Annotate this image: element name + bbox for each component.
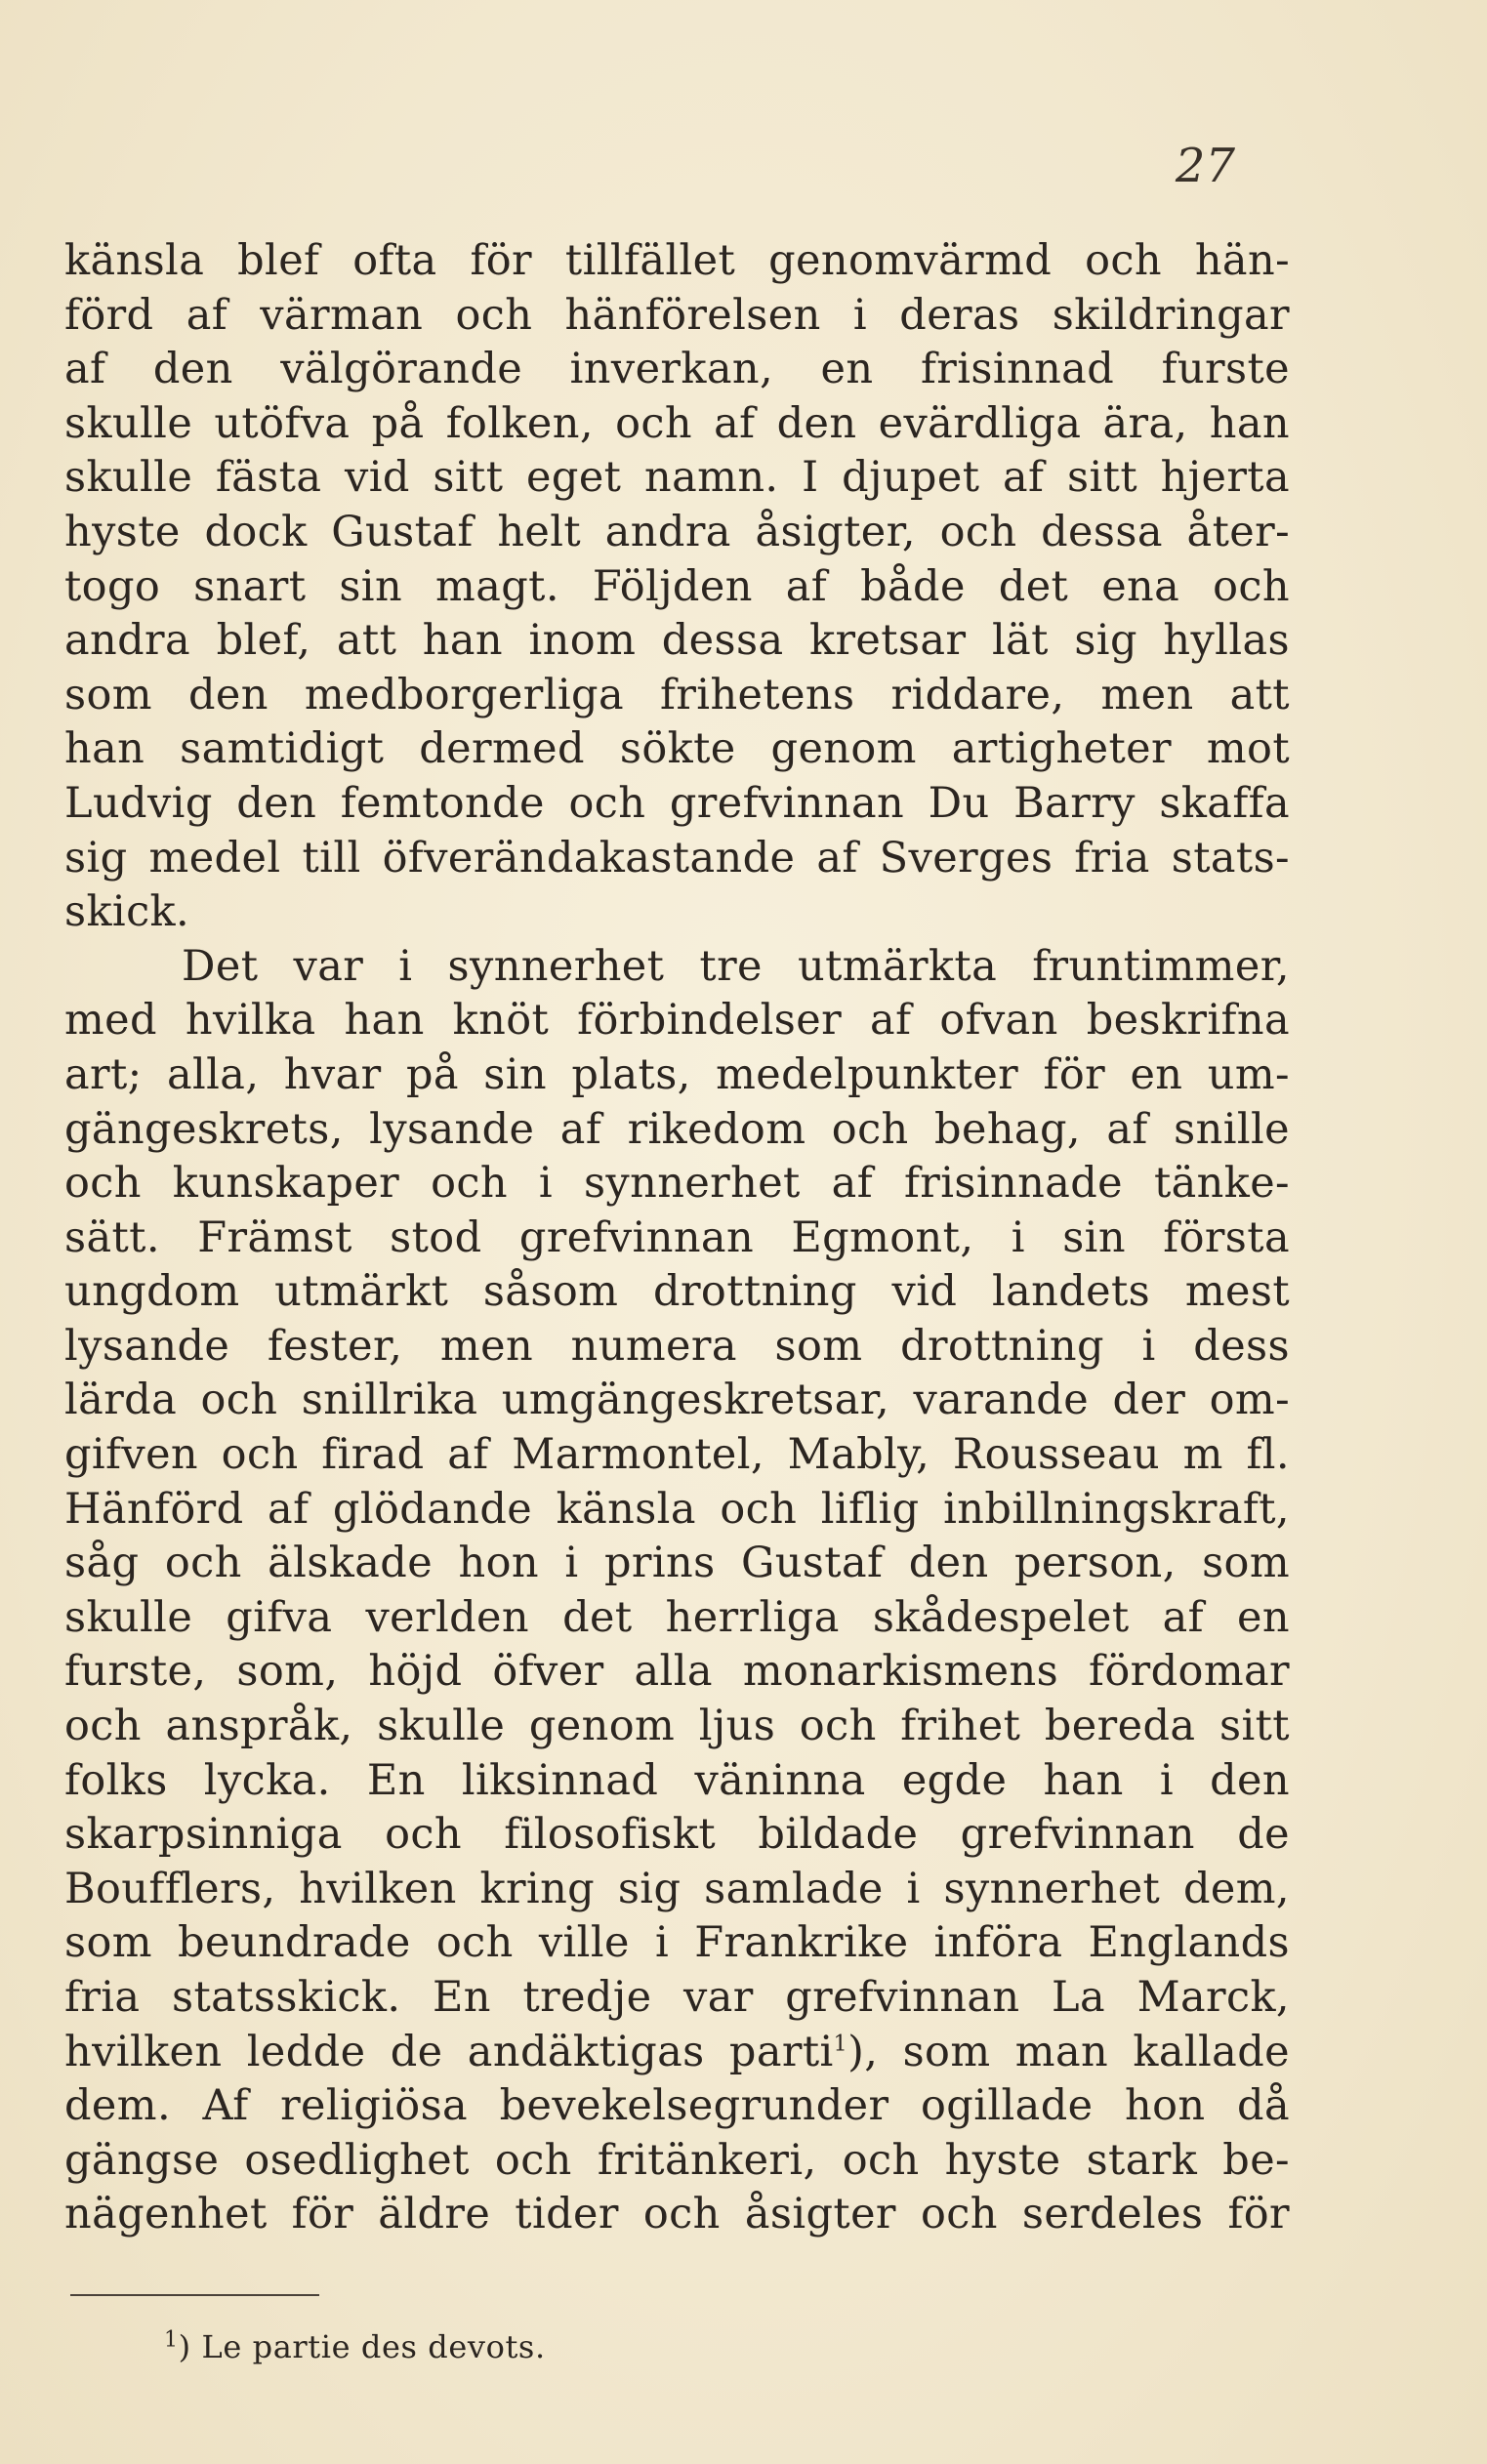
text-line [64,614,1290,669]
text-line [64,1157,1290,1211]
text-line-content: skarpsinniga och filosofiskt bildade grefvinnan de [64,1810,1290,1860]
text-line [64,1211,1290,1266]
text-line-content: som beundrade och ville i Frankrike införa Englands [64,1918,1290,1968]
text-line [64,289,1290,344]
text-line [64,1537,1290,1591]
text-line [64,1103,1290,1158]
footnote-text: ) Le partie des devots. [178,2328,546,2365]
text-line-content: och kunskaper och i synnerhet af frisinnade tänke- [64,1159,1290,1209]
text-line-content: af den välgörande inverkan, en frisinnad furste [64,345,1290,394]
text-line [64,885,1290,940]
text-line-content: skulle utöfva på folken, och af den evärdliga ära, han [64,398,1290,448]
text-line [64,1374,1290,1428]
text-line [64,722,1290,777]
text-line [64,1483,1290,1538]
text-line-content: dem. Af religiösa bevekelsegrunder ogillade hon då [64,2081,1290,2131]
text-line-content: furste, som, höjd öfver alla monarkismens fördomar [64,1647,1290,1697]
text-line-content: hvilken ledde de andäktigas parti [64,2027,834,2076]
text-line-content: sig medel till öfverändakastande af Sverges fria stats- [64,833,1290,883]
text-line [64,2079,1290,2134]
text-line-content: andra blef, att han inom dessa kretsar lät sig hyllas [64,616,1290,666]
text-line [64,669,1290,723]
text-line [64,560,1290,615]
text-line [64,1048,1290,1103]
text-line-content: hyste dock Gustaf helt andra åsigter, och dessa åter- [64,507,1290,556]
text-line [64,2026,1290,2080]
text-line [64,1591,1290,1646]
text-line [64,2134,1290,2189]
body-text [64,234,1290,2242]
text-line [64,2188,1290,2242]
text-line [64,343,1290,397]
text-line [64,397,1290,452]
page-number: 27 [1175,139,1235,193]
text-line [64,777,1290,832]
text-line [64,234,1290,289]
text-line [64,832,1290,886]
text-line [64,1863,1290,1917]
text-line [64,1700,1290,1754]
text-line [64,994,1290,1048]
text-line-content: fria statsskick. En tredje var grefvinnan La Marck, [64,1973,1290,2022]
text-line-content: Hänförd af glödande känsla och liflig inbillningskraft, [64,1484,1290,1534]
text-line [64,506,1290,560]
text-line-content: sätt. Främst stod grefvinnan Egmont, i sin första [64,1212,1290,1262]
text-line-content: gifven och firad af Marmontel, Mably, Rousseau m fl. [64,1430,1290,1480]
text-line-content: lärda och snillrika umgängeskretsar, varande der om- [64,1376,1290,1425]
text-line-content: lysande fester, men numera som drottning i dess [64,1321,1290,1371]
text-line-content: med hvilka han knöt förbindelser af ofvan beskrifna [64,996,1290,1046]
text-line-content: gängeskrets, lysande af rikedom och behag, af snille [64,1104,1290,1154]
text-line-content: gängse osedlighet och fritänkeri, och hyste stark be- [64,2135,1290,2185]
text-line-content: skick. [64,887,190,937]
footnote-rule [70,2294,319,2296]
text-line-content: och anspråk, skulle genom ljus och frihet bereda sitt [64,1702,1290,1751]
text-line-content: art; alla, hvar på sin plats, medelpunkter för en um- [64,1049,1290,1099]
text-line-content: förd af värman och hänförelsen i deras skildringar [64,290,1290,340]
text-line-content: Boufflers, hvilken kring sig samlade i synnerhet dem, [64,1864,1290,1913]
text-line-continuation: ), som man kallade [847,2027,1290,2076]
text-line-content: togo snart sin magt. Följden af både det ena och [64,561,1290,611]
text-line-content: nägenhet för äldre tider och åsigter och serdeles för [64,2190,1290,2239]
text-line [64,451,1290,506]
text-line [64,1265,1290,1320]
text-line-content: ungdom utmärkt såsom drottning vid landets mest [64,1267,1290,1317]
text-line [64,1916,1290,1971]
text-line [64,940,1290,995]
text-line [64,1754,1290,1809]
text-line-content: skulle fästa vid sitt eget namn. I djupet af sitt hjerta [64,453,1290,503]
text-line [64,1428,1290,1483]
text-line [64,1971,1290,2026]
text-line-content: han samtidigt dermed sökte genom artigheter mot [64,724,1290,774]
text-line-content: Det var i synnerhet tre utmärkta fruntimmer, [182,941,1290,991]
text-line [64,1320,1290,1375]
text-line [64,1808,1290,1863]
text-line-content: som den medborgerliga frihetens riddare, men att [64,670,1290,719]
text-line-content: känsla blef ofta för tillfället genomvärmd och hän- [64,236,1290,285]
text-line-content: skulle gifva verlden det herrliga skådespelet af en [64,1592,1290,1642]
footnote-reference: 1 [833,2032,848,2057]
text-line-content: Ludvig den femtonde och grefvinnan Du Barry skaffa [64,778,1290,828]
text-line-content: folks lycka. En liksinnad väninna egde han i den [64,1755,1290,1805]
text-line-content: såg och älskade hon i prins Gustaf den person, som [64,1539,1290,1588]
text-line [64,1645,1290,1700]
footnote [164,2325,546,2368]
footnote-marker: 1 [164,2327,179,2353]
